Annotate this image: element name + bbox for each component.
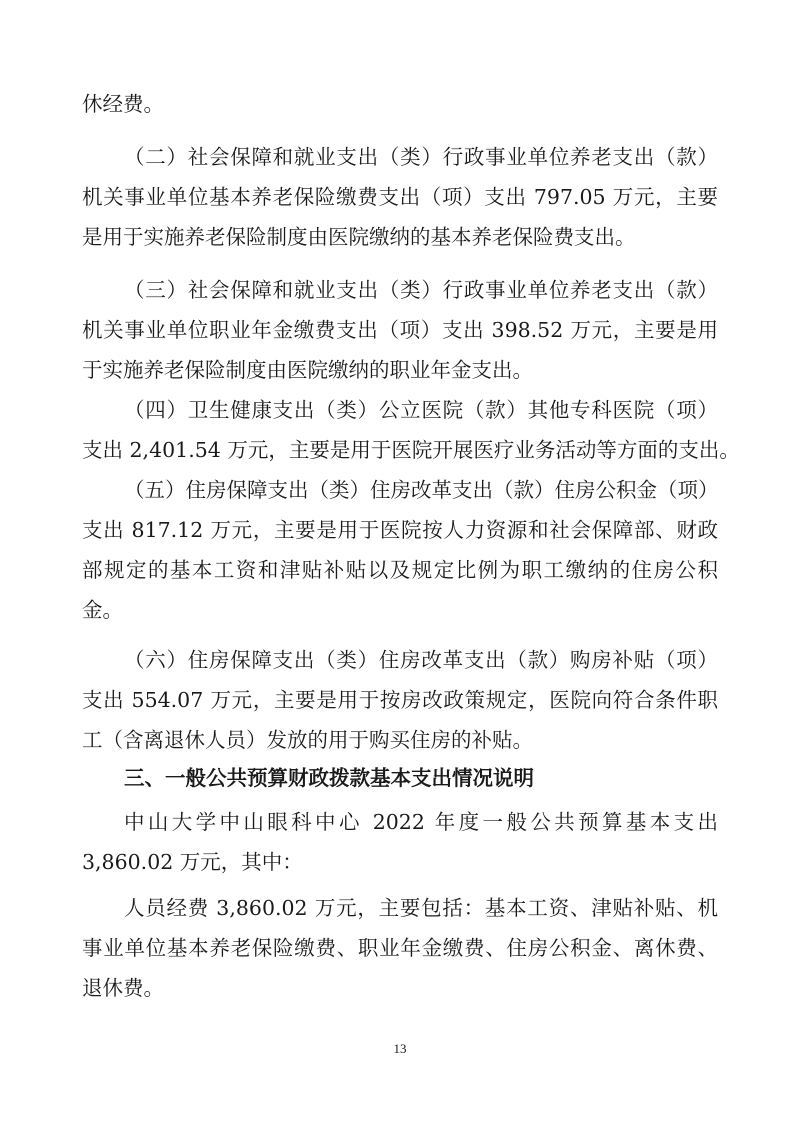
page-number: 13 [393, 1041, 407, 1056]
text-line: 金。 [82, 598, 123, 622]
text-line: （五）住房保障支出（类）住房改革支出（款）住房公积金（项） [124, 478, 718, 502]
text-line: （六）住房保障支出（类）住房改革支出（款）购房补贴（项） [124, 648, 718, 672]
paragraph [82, 270, 718, 390]
text-line: （四）卫生健康支出（类）公立医院（款）其他专科医院（项） [124, 398, 718, 422]
text-line: 人员经费 3,860.02 万元，主要包括：基本工资、津贴补贴、机 [124, 896, 718, 920]
paragraph [82, 390, 740, 470]
text-line: 支出 817.12 万元，主要是用于医院按人力资源和社会保障部、财政 [82, 518, 718, 542]
text-line: 退休费。 [82, 976, 164, 1000]
paragraph [82, 84, 718, 124]
section-heading [82, 758, 718, 798]
text-line: 部规定的基本工资和津贴补贴以及规定比例为职工缴纳的住房公积 [82, 558, 718, 582]
text-line: 中山大学中山眼科中心 2022 年度一般公共预算基本支出 [124, 810, 718, 834]
text-line: 事业单位基本养老保险缴费、职业年金缴费、住房公积金、离休费、 [82, 936, 718, 960]
text-line: （三）社会保障和就业支出（类）行政事业单位养老支出（款） [124, 278, 718, 302]
text-line: 于实施养老保险制度由医院缴纳的职业年金支出。 [82, 358, 533, 382]
paragraph [82, 470, 718, 630]
paragraph [82, 640, 718, 760]
text-line: 3,860.02 万元，其中： [82, 850, 303, 874]
paragraph [82, 137, 718, 257]
paragraph [82, 888, 718, 1008]
text-line: 工（含离退休人员）发放的用于购买住房的补贴。 [82, 728, 533, 752]
heading-text: 三、一般公共预算财政拨款基本支出情况说明 [124, 766, 534, 790]
text-line: 是用于实施养老保险制度由医院缴纳的基本养老保险费支出。 [82, 225, 636, 249]
text-line: 支出 554.07 万元，主要是用于按房改政策规定，医院向符合条件职 [82, 688, 718, 712]
text-line: 休经费。 [82, 92, 164, 116]
text-line: 机关事业单位职业年金缴费支出（项）支出 398.52 万元，主要是用 [82, 318, 718, 342]
text-line: （二）社会保障和就业支出（类）行政事业单位养老支出（款） [124, 145, 718, 169]
text-line: 支出 2,401.54 万元，主要是用于医院开展医疗业务活动等方面的支出。 [82, 438, 740, 462]
text-line: 机关事业单位基本养老保险缴费支出（项）支出 797.05 万元，主要 [82, 185, 718, 209]
paragraph [82, 802, 718, 882]
